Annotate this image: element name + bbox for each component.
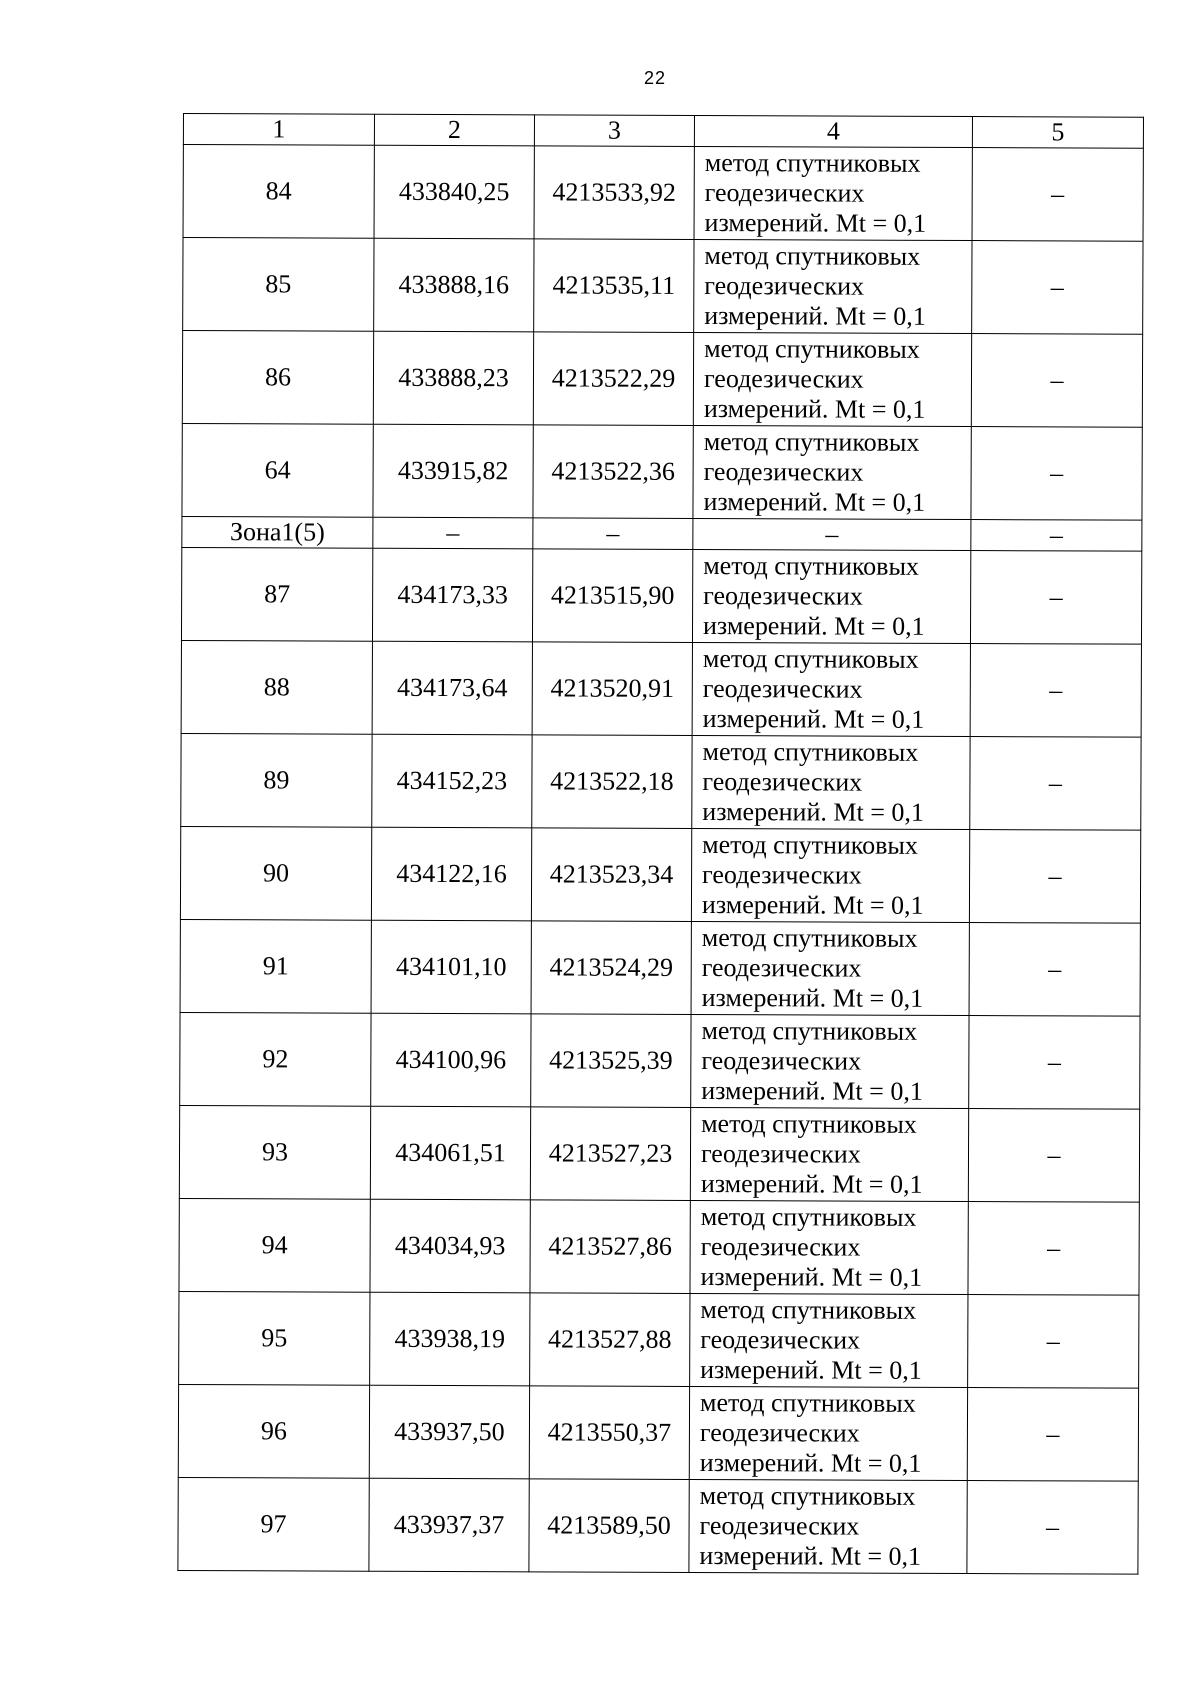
method-cell xyxy=(690,1200,968,1294)
header-col-2: 2 xyxy=(374,114,534,146)
column-5-cell: – xyxy=(971,520,1142,552)
header-col-5: 5 xyxy=(972,117,1143,149)
point-number-cell: 96 xyxy=(178,1384,369,1478)
method-cell xyxy=(693,425,971,519)
y-coordinate-cell: 4213533,92 xyxy=(534,146,694,240)
column-5-cell: – xyxy=(970,551,1141,645)
method-text-line: геодезических xyxy=(699,1510,860,1541)
method-cell xyxy=(692,549,970,643)
table-row xyxy=(179,1291,1139,1388)
method-text-line: геодезических xyxy=(703,581,863,611)
method-text-line: геодезических xyxy=(699,1417,860,1448)
method-cell xyxy=(691,1014,969,1108)
method-cell xyxy=(689,1479,967,1573)
table-row xyxy=(180,1012,1140,1109)
column-5-cell: – xyxy=(969,830,1140,924)
y-coordinate-cell: 4213515,90 xyxy=(532,549,692,643)
method-text-line: измерений. Mt = 0,1 xyxy=(700,1261,923,1292)
column-5-cell: – xyxy=(967,1481,1138,1575)
x-coordinate-cell: 434034,93 xyxy=(370,1199,530,1293)
method-text-line: геодезических xyxy=(704,178,865,208)
point-number-cell: 85 xyxy=(183,238,374,332)
table-body xyxy=(178,145,1143,1575)
method-text-line: измерений. Mt = 0,1 xyxy=(700,1168,923,1199)
method-text-line: геодезических xyxy=(702,859,862,890)
method-text-line: метод спутниковых xyxy=(703,427,920,457)
method-text-line: геодезических xyxy=(701,952,862,983)
table-row xyxy=(180,826,1140,923)
method-text-line: измерений. Mt = 0,1 xyxy=(700,1354,922,1385)
header-row xyxy=(183,114,1143,149)
method-text-line: метод спутниковых xyxy=(701,1108,917,1139)
header-col-3: 3 xyxy=(534,115,694,147)
coordinates-table xyxy=(177,113,1144,1575)
page-number: 22 xyxy=(643,68,667,88)
method-text-line: геодезических xyxy=(702,766,863,797)
method-text-line: измерений. Mt = 0,1 xyxy=(699,1540,922,1571)
method-text-line: измерений. Mt = 0,1 xyxy=(699,1447,922,1478)
method-text-line: геодезических xyxy=(701,1045,862,1076)
header-col-4: 4 xyxy=(694,115,972,147)
x-coordinate-cell: 433937,50 xyxy=(369,1385,529,1479)
method-text-line: геодезических xyxy=(703,457,864,487)
column-5-cell: – xyxy=(969,923,1140,1017)
table-header xyxy=(183,114,1143,149)
x-coordinate-cell: 434152,23 xyxy=(372,734,532,828)
method-text-line: геодезических xyxy=(700,1324,861,1355)
column-5-cell: – xyxy=(971,427,1142,521)
method-cell xyxy=(694,146,972,240)
method-cell xyxy=(692,735,970,829)
header-col-1: 1 xyxy=(183,114,374,146)
point-number-cell: 86 xyxy=(182,331,373,425)
x-coordinate-cell: 433937,37 xyxy=(369,1478,529,1572)
method-cell xyxy=(689,1386,967,1480)
method-text-line: измерений. Mt = 0,1 xyxy=(701,889,924,920)
table-row xyxy=(182,331,1142,428)
x-coordinate-cell: 433938,19 xyxy=(370,1292,530,1386)
point-number-cell: 92 xyxy=(180,1012,371,1106)
method-text-line: измерений. Mt = 0,1 xyxy=(701,982,924,1013)
method-cell xyxy=(691,828,969,922)
x-coordinate-cell: – xyxy=(373,517,533,549)
y-coordinate-cell: 4213522,18 xyxy=(532,735,692,829)
method-text-line: измерений. Mt = 0,1 xyxy=(703,394,926,424)
y-coordinate-cell: 4213520,91 xyxy=(532,642,692,736)
column-5-cell: – xyxy=(968,1295,1139,1389)
column-5-cell: – xyxy=(968,1109,1139,1203)
column-5-cell: – xyxy=(969,1016,1140,1110)
point-number-cell: 89 xyxy=(181,733,372,827)
method-text-line: метод спутниковых xyxy=(699,1480,916,1511)
table-row xyxy=(183,145,1143,242)
method-cell xyxy=(690,1107,968,1201)
point-number-cell: 94 xyxy=(179,1198,370,1292)
method-text-line: метод спутниковых xyxy=(700,1294,917,1325)
point-number-cell: 87 xyxy=(181,547,372,641)
x-coordinate-cell: 433888,23 xyxy=(373,331,533,425)
method-cell: – xyxy=(693,518,971,550)
point-number-cell: 91 xyxy=(180,919,371,1013)
method-cell xyxy=(694,239,972,333)
point-number-cell: 88 xyxy=(181,640,372,734)
method-text-line: геодезических xyxy=(704,271,865,301)
method-text-line: метод спутниковых xyxy=(704,334,920,364)
point-number-cell: 64 xyxy=(182,423,373,517)
method-cell xyxy=(690,1293,968,1387)
x-coordinate-cell: 434101,10 xyxy=(371,920,531,1014)
method-text-line: измерений. Mt = 0,1 xyxy=(701,1075,923,1106)
y-coordinate-cell: 4213522,36 xyxy=(533,425,693,519)
method-text-line: метод спутниковых xyxy=(700,1201,917,1232)
y-coordinate-cell: 4213535,11 xyxy=(534,239,694,333)
method-text-line: метод спутниковых xyxy=(703,551,920,581)
method-text-line: метод спутниковых xyxy=(704,148,921,178)
x-coordinate-cell: 434061,51 xyxy=(370,1106,530,1200)
table-row xyxy=(182,423,1142,520)
point-number-cell: 90 xyxy=(180,826,371,920)
y-coordinate-cell: 4213523,34 xyxy=(531,828,691,922)
method-text-line: метод спутниковых xyxy=(704,241,921,271)
column-5-cell: – xyxy=(968,1202,1139,1296)
method-text-line: измерений. Mt = 0,1 xyxy=(703,487,926,517)
y-coordinate-cell: – xyxy=(533,518,693,550)
x-coordinate-cell: 433840,25 xyxy=(374,145,534,239)
method-text-line: измерений. Mt = 0,1 xyxy=(702,611,925,641)
method-text-line: измерений. Mt = 0,1 xyxy=(702,704,925,734)
method-text-line: метод спутниковых xyxy=(702,829,918,860)
table-row xyxy=(180,919,1140,1016)
table-row xyxy=(178,1477,1138,1574)
table-row xyxy=(181,640,1141,737)
y-coordinate-cell: 4213527,86 xyxy=(530,1200,690,1294)
method-text-line: метод спутниковых xyxy=(702,736,919,767)
column-5-cell: – xyxy=(972,241,1143,335)
x-coordinate-cell: 433915,82 xyxy=(373,424,533,518)
point-number-cell: 84 xyxy=(183,145,374,239)
method-cell xyxy=(692,642,970,736)
zone-label-cell: Зона1(5) xyxy=(182,516,373,548)
method-text-line: измерений. Mt = 0,1 xyxy=(702,796,924,827)
y-coordinate-cell: 4213522,29 xyxy=(533,332,693,426)
table-row xyxy=(179,1105,1139,1202)
method-text-line: геодезических xyxy=(702,674,863,704)
column-5-cell: – xyxy=(970,644,1141,738)
point-number-cell: 97 xyxy=(178,1477,369,1571)
x-coordinate-cell: 434173,64 xyxy=(372,641,532,735)
method-text-line: геодезических xyxy=(700,1138,861,1169)
y-coordinate-cell: 4213527,23 xyxy=(530,1107,690,1201)
y-coordinate-cell: 4213524,29 xyxy=(531,921,691,1015)
table-row xyxy=(178,1384,1138,1481)
method-text-line: метод спутниковых xyxy=(701,922,918,953)
y-coordinate-cell: 4213525,39 xyxy=(531,1014,691,1108)
table-row xyxy=(183,238,1143,335)
method-text-line: метод спутниковых xyxy=(701,1015,918,1046)
x-coordinate-cell: 434100,96 xyxy=(371,1013,531,1107)
method-text-line: измерений. Mt = 0,1 xyxy=(704,301,926,331)
point-number-cell: 95 xyxy=(179,1291,370,1385)
y-coordinate-cell: 4213589,50 xyxy=(529,1479,689,1573)
x-coordinate-cell: 434173,33 xyxy=(372,548,532,642)
x-coordinate-cell: 434122,16 xyxy=(371,827,531,921)
method-text-line: геодезических xyxy=(700,1231,861,1262)
column-5-cell: – xyxy=(971,334,1142,428)
method-text-line: метод спутниковых xyxy=(699,1387,916,1418)
method-cell xyxy=(691,921,969,1015)
y-coordinate-cell: 4213527,88 xyxy=(530,1293,690,1387)
table-row xyxy=(181,733,1141,830)
zone-row xyxy=(182,516,1142,551)
x-coordinate-cell: 433888,16 xyxy=(374,238,534,332)
y-coordinate-cell: 4213550,37 xyxy=(529,1386,689,1480)
column-5-cell: – xyxy=(970,737,1141,831)
method-text-line: геодезических xyxy=(703,364,864,394)
point-number-cell: 93 xyxy=(179,1105,370,1199)
table-row xyxy=(179,1198,1139,1295)
method-text-line: метод спутниковых xyxy=(702,644,919,674)
column-5-cell: – xyxy=(967,1388,1138,1482)
method-cell xyxy=(693,332,971,426)
table-row xyxy=(181,547,1141,644)
column-5-cell: – xyxy=(972,148,1143,242)
method-text-line: измерений. Mt = 0,1 xyxy=(704,208,927,238)
